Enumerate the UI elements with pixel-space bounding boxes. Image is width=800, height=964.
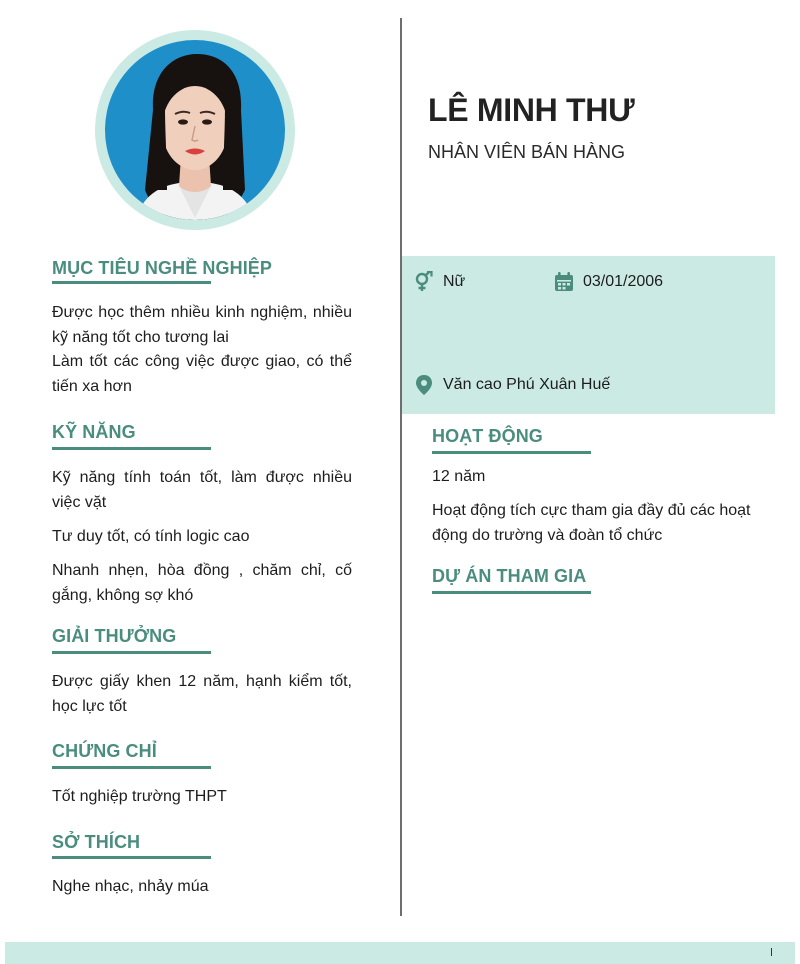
portrait-photo bbox=[105, 40, 285, 220]
skills-heading: KỸ NĂNG bbox=[52, 422, 136, 442]
skill-item: Nhanh nhẹn, hòa đồng , chăm chỉ, cố gắng, không sợ khó bbox=[52, 562, 352, 604]
avatar bbox=[105, 40, 285, 220]
projects-heading: DỰ ÁN THAM GIA bbox=[432, 566, 587, 586]
avatar-frame bbox=[95, 30, 295, 230]
skill-item: Tư duy tốt, có tính logic cao bbox=[52, 528, 250, 545]
certificate-item: Tốt nghiệp trường THPT bbox=[52, 788, 227, 805]
date-of-birth-value: 03/01/2006 bbox=[583, 273, 664, 290]
column-divider bbox=[400, 18, 402, 916]
skills-underline bbox=[52, 447, 211, 450]
certificates-heading: CHỨNG CHỈ bbox=[52, 741, 157, 761]
activities-heading: HOẠT ĐỘNG bbox=[432, 426, 543, 446]
activities-description: Hoạt động tích cực tham gia đầy đủ các hoạt động do trường và đoàn tổ chức bbox=[432, 502, 751, 544]
career-objective-underline bbox=[52, 281, 211, 284]
contact-panel bbox=[402, 256, 775, 414]
location-pin-icon bbox=[414, 374, 434, 396]
hobbies-underline bbox=[52, 856, 211, 859]
hobby-item: Nghe nhạc, nhảy múa bbox=[52, 878, 209, 895]
career-objective-line: Làm tốt các công việc được giao, có thể tiến xa hơn bbox=[52, 353, 352, 395]
candidate-name: LÊ MINH THƯ bbox=[428, 92, 635, 128]
awards-underline bbox=[52, 651, 211, 654]
gender-value: Nữ bbox=[443, 273, 466, 290]
footer-mark bbox=[771, 948, 772, 956]
gender-icon bbox=[414, 271, 434, 293]
hobbies-heading: SỞ THÍCH bbox=[52, 832, 141, 852]
career-objective-heading: MỤC TIÊU NGHỀ NGHIỆP bbox=[52, 258, 273, 278]
activities-underline bbox=[432, 451, 591, 454]
awards-heading: GIẢI THƯỞNG bbox=[52, 626, 177, 646]
skill-item: Kỹ năng tính toán tốt, làm được nhiều việc vặt bbox=[52, 469, 352, 511]
award-item: Được giấy khen 12 năm, hạnh kiểm tốt, học lực tốt bbox=[52, 673, 352, 715]
certificates-underline bbox=[52, 766, 211, 769]
projects-underline bbox=[432, 591, 591, 594]
calendar-icon bbox=[554, 271, 574, 293]
footer-bar bbox=[5, 942, 795, 964]
address-value: Văn cao Phú Xuân Huế bbox=[443, 376, 611, 393]
career-objective-line: Được học thêm nhiều kinh nghiệm, nhiều kỹ năng tốt cho tương lai bbox=[52, 304, 352, 346]
activities-duration: 12 năm bbox=[432, 468, 486, 485]
gender-field bbox=[414, 271, 465, 293]
job-title: NHÂN VIÊN BÁN HÀNG bbox=[428, 142, 626, 162]
date-of-birth-field bbox=[554, 271, 663, 293]
address-field bbox=[414, 374, 610, 396]
